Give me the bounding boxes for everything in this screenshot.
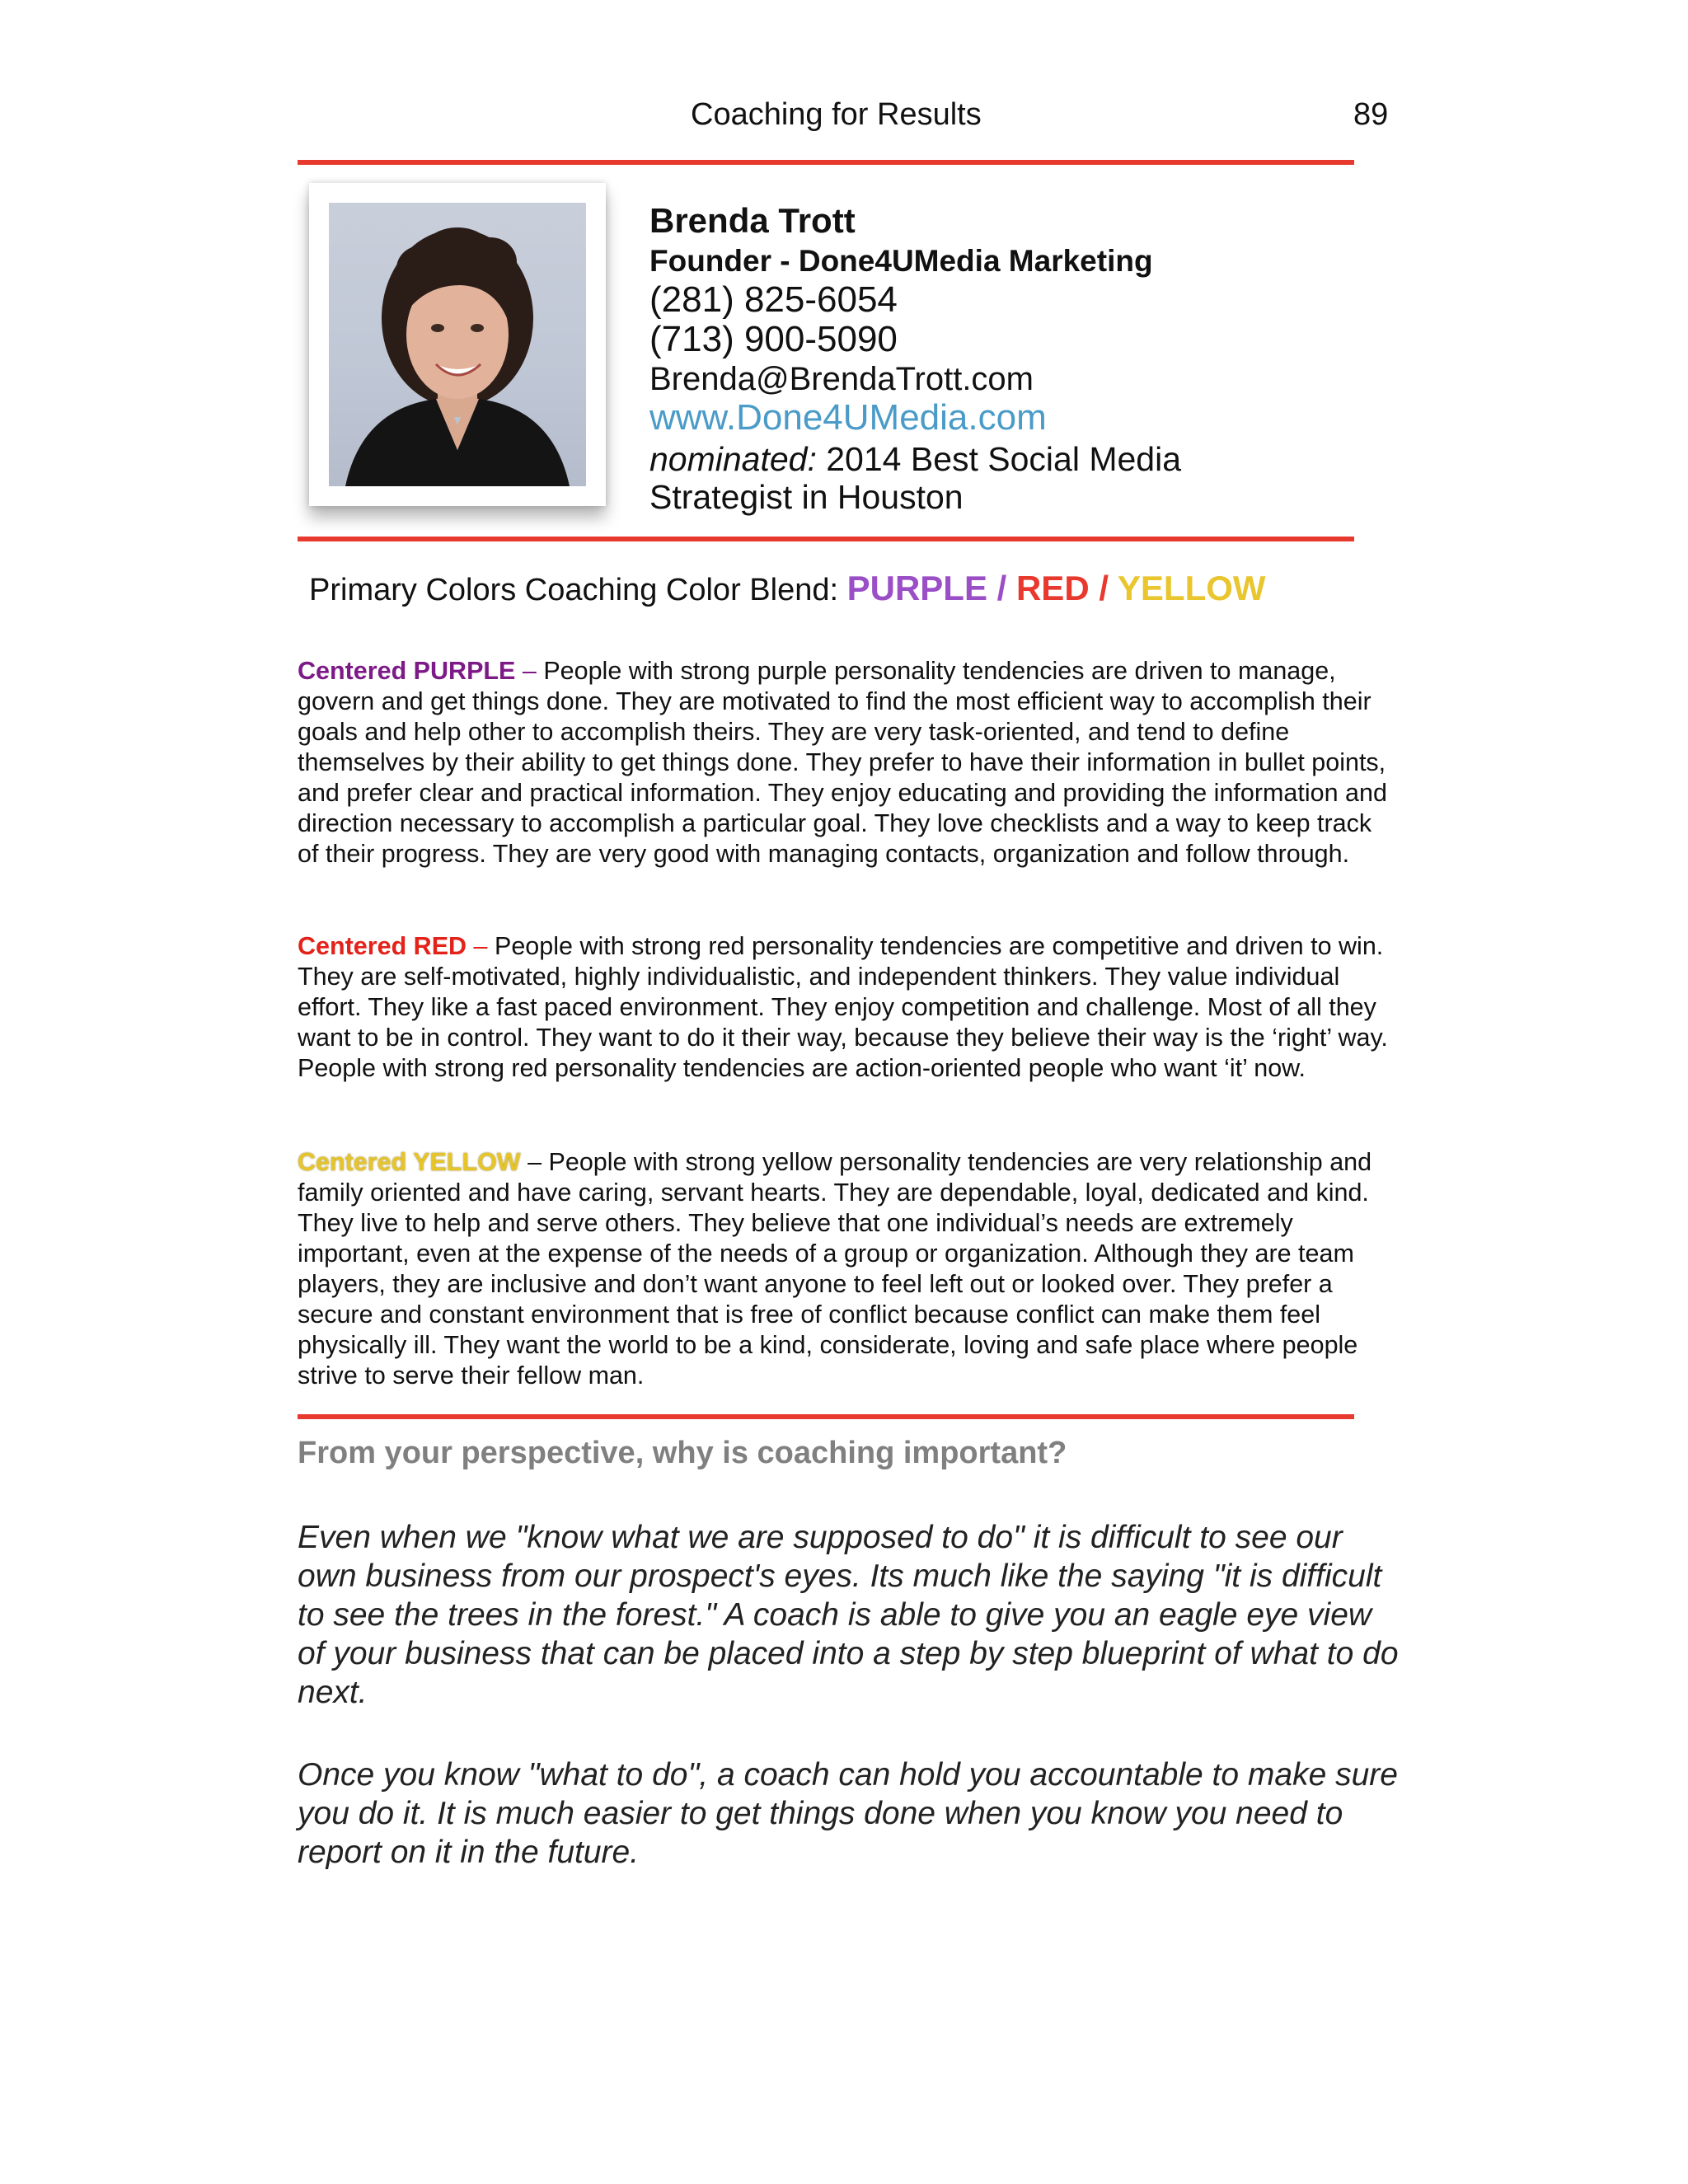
portrait-illustration xyxy=(329,203,586,486)
phone-secondary: (713) 900-5090 xyxy=(649,319,898,359)
blend-color-yellow: YELLOW xyxy=(1117,569,1266,607)
profile-photo-frame xyxy=(309,183,606,506)
section-title: Centered RED xyxy=(298,932,467,960)
page-header xyxy=(0,97,1688,143)
blend-separator: / xyxy=(987,569,1016,607)
profile-photo xyxy=(329,203,586,486)
section-title: Centered YELLOW xyxy=(298,1148,521,1176)
phone-primary: (281) 825-6054 xyxy=(649,279,898,320)
color-blend-label: Primary Colors Coaching Color Blend: xyxy=(309,573,847,607)
blend-color-purple: PURPLE xyxy=(846,569,987,607)
contact-info xyxy=(649,199,1358,516)
nomination-text: 2014 Best Social Media xyxy=(816,440,1182,478)
website-link[interactable]: www.Done4UMedia.com xyxy=(649,397,1047,438)
interview-answer-2: Once you know "what to do", a coach can hold you accountable to make sure you do it. It is much easier to get things done when you know you need to report on it in the future. xyxy=(298,1757,1398,1870)
interview-divider xyxy=(298,1414,1354,1419)
profile-divider xyxy=(298,537,1354,541)
blend-separator: / xyxy=(1089,569,1118,607)
nomination xyxy=(649,440,1358,478)
section-dash: – xyxy=(515,657,544,685)
color-blend xyxy=(309,569,1266,608)
running-header-title: Coaching for Results xyxy=(691,97,982,132)
section-purple xyxy=(298,656,1394,869)
nomination-label: nominated: xyxy=(649,440,817,478)
section-dash: – xyxy=(467,932,495,960)
section-red xyxy=(298,931,1394,1084)
nomination-text-continued: Strategist in Houston xyxy=(649,478,964,516)
person-role: Founder - Done4UMedia Marketing xyxy=(649,244,1153,278)
section-dash: – xyxy=(520,1148,549,1176)
section-text: People with strong yellow personality tendencies are very relationship and family oriented and have caring, servant hearts. They are dependable, loyal, dedicated and kind. They live to help and serve others. They believe that one individual’s needs are extremely important, even at the expense of the needs of a group or organization. Although they are team players, they are inclusive and don’t want anyone to feel left out or looked over. They prefer a secure and constant environment that is free of conflict because conflict can make them feel physically ill. They want the world to be a kind, considerate, loving and safe place where people strive to serve their fellow man. xyxy=(298,1148,1372,1390)
page-number: 89 xyxy=(1353,97,1389,132)
email-address[interactable]: Brenda@BrendaTrott.com xyxy=(649,361,1034,397)
interview-answer-1: Even when we "know what we are supposed to do" it is difficult to see our own business from our prospect's eyes. Its much like the saying "it is difficult to see the trees in the forest." A coach is able to give you an eagle eye view of your business that can be placed into a step by step blueprint of what to do next. xyxy=(298,1520,1399,1710)
blend-color-red: RED xyxy=(1015,569,1090,607)
interview-question: From your perspective, why is coaching important? xyxy=(298,1436,1067,1470)
section-text: People with strong red personality tendencies are competitive and driven to win. They are self-motivated, highly individualistic, and independent thinkers. They value individual effort. They like a fast paced environment. They enjoy competition and challenge. Most of all they want to be in control. They want to do it their way, because they believe their way is the ‘right’ way. People with strong red personality tendencies are action-oriented people who want ‘it’ now. xyxy=(298,932,1388,1082)
section-title: Centered PURPLE xyxy=(298,657,516,685)
section-yellow xyxy=(298,1147,1394,1391)
section-text: People with strong purple personality tendencies are driven to manage, govern and get things done. They are motivated to find the most efficient way to accomplish their goals and help other to accomplish theirs. They are very task-oriented, and tend to define themselves by their ability to get things done. They prefer to have their information in bullet points, and prefer clear and practical information. They enjoy educating and providing the information and direction necessary to accomplish a particular goal. They love checklists and a way to keep track of their progress. They are very good with managing contacts, organization and follow through. xyxy=(298,657,1387,868)
top-divider xyxy=(298,160,1354,165)
person-name: Brenda Trott xyxy=(649,201,856,240)
